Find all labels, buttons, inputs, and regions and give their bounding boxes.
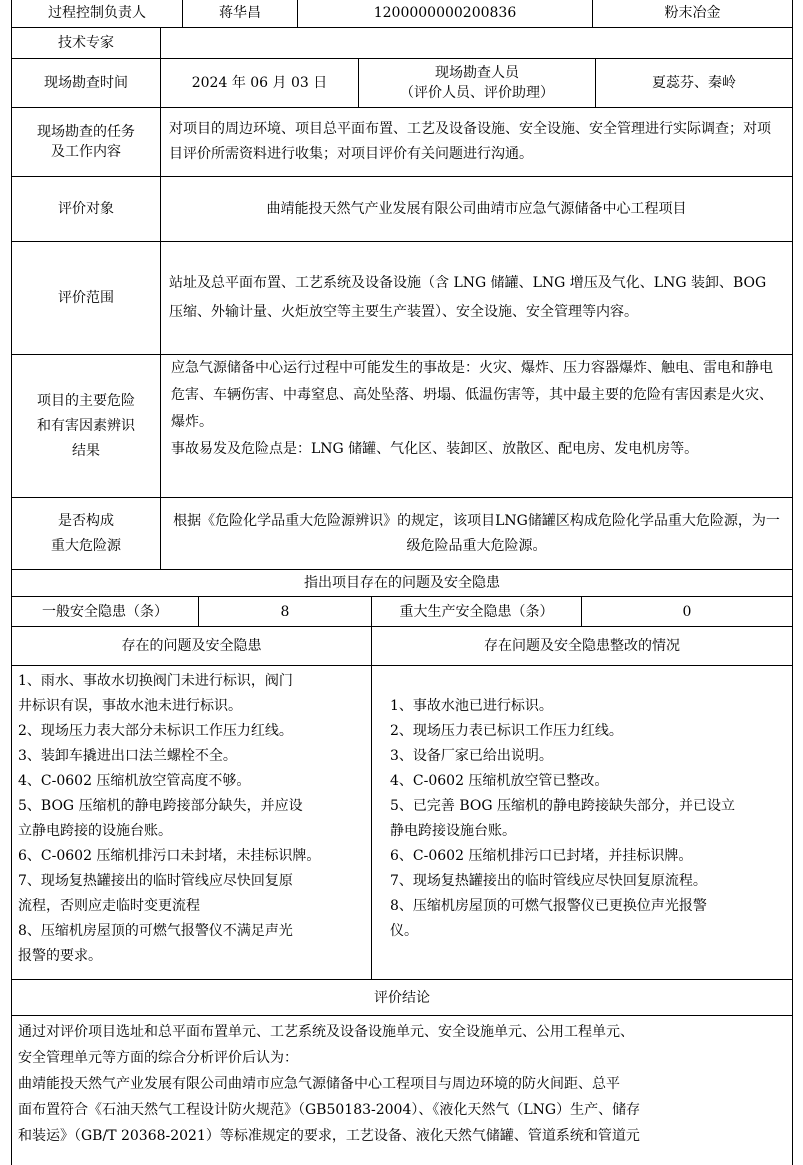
issue-line: 1、雨水、事故水切换阀门未进行标识，阀门 [18, 673, 293, 689]
general-hazard-count-label: 一般安全隐患（条） [42, 603, 168, 620]
conclusion-line: 曲靖能投天然气产业发展有限公司曲靖市应急气源储备中心工程项目与周边环境的防火间距、总平 [18, 1076, 620, 1092]
conclusion-title: 评价结论 [374, 989, 430, 1006]
hazard-label-line2: 和有害因素辨识 [37, 417, 135, 434]
major-hazard-row [11, 497, 793, 570]
hazard-accidents-text: 应急气源储备中心运行过程中可能发生的事故是：火灾、爆炸、压力容器爆炸、触电、雷电和静电危害、车辆伤害、中毒窒息、高处坠落、坍塌、低温伤害等，其中最主要的危险有害因素是火灾、爆炸。 [171, 360, 773, 430]
header-row [11, 0, 793, 28]
major-hazard-count-label: 重大生产安全隐患（条） [371, 597, 581, 626]
evaluation-object-content: 曲靖能投天然气产业发展有限公司曲靖市应急气源储备中心工程项目 [160, 177, 792, 241]
issue-line: 5、BOG 压缩机的静电跨接部分缺失，并应设 [18, 798, 303, 814]
issues-title-row [11, 569, 793, 597]
major-hazard-label-line1: 是否构成 [58, 512, 114, 529]
rectification-line: 静电跨接设施台账。 [390, 823, 516, 839]
issue-line: 3、装卸车撬进出口法兰螺栓不全。 [18, 748, 237, 764]
issue-line: 流程，否则应走临时变更流程 [18, 898, 200, 914]
technical-expert-label: 技术专家 [58, 35, 114, 51]
technical-expert-value [160, 28, 792, 58]
hazard-label-line1: 项目的主要危险 [37, 392, 135, 409]
evaluation-scope-content: 站址及总平面布置、工艺系统及设备设施（含 LNG 储罐、LNG 增压及气化、LNG 装卸、BOG 压缩、外输计量、火炬放空等主要生产装置）、安全设施、安全管理等内容。 [160, 242, 792, 354]
issues-header-row [11, 626, 793, 666]
issue-line: 4、C-0602 压缩机放空管高度不够。 [18, 773, 251, 789]
rectification-line: 仪。 [390, 923, 418, 939]
hazard-label-line3: 结果 [72, 442, 100, 459]
task-row [11, 107, 793, 177]
evaluation-record-table [11, 0, 793, 1157]
conclusion-line: 面布置符合《石油天然气工程设计防火规范》（GB50183-2004）、《液化天然气（LNG）生产、储存 [18, 1102, 641, 1118]
issues-header-left: 存在的问题及安全隐患 [121, 638, 262, 654]
general-hazard-count-value: 8 [198, 597, 371, 626]
evaluation-scope-label: 评价范围 [58, 290, 114, 306]
issues-title: 指出项目存在的问题及安全隐患 [304, 575, 500, 591]
expert-row [11, 27, 793, 59]
survey-personnel-label-line2: （评价人员、评价助理） [400, 85, 554, 101]
rectification-list [371, 666, 792, 979]
survey-row [11, 58, 793, 108]
object-row [11, 176, 793, 242]
survey-personnel-value: 夏蕊芬、秦岭 [595, 59, 792, 107]
major-hazard-label-line2: 重大危险源 [51, 537, 121, 554]
task-label-line1: 现场勘查的任务 [37, 124, 135, 140]
major-hazard-count-value: 0 [581, 597, 792, 626]
rectification-line: 2、现场压力表已标识工作压力红线。 [390, 723, 623, 739]
issue-line: 2、现场压力表大部分未标识工作压力红线。 [18, 723, 293, 739]
rectification-line: 1、事故水池已进行标识。 [390, 698, 553, 714]
issue-line: 7、现场复热罐接出的临时管线应尽快回复原 [18, 873, 293, 889]
conclusion-title-row [11, 979, 793, 1016]
task-label-line2: 及工作内容 [51, 144, 121, 160]
hazard-row [11, 354, 793, 498]
issue-line: 8、压缩机房屋顶的可燃气报警仪不满足声光 [18, 923, 293, 939]
major-hazard-label [12, 498, 160, 569]
hazard-label [12, 355, 160, 497]
issues-list [12, 666, 371, 979]
rectification-line: 3、设备厂家已给出说明。 [390, 748, 553, 764]
conclusion-line: 通过对评价项目选址和总平面布置单元、工艺系统及设备设施单元、安全设施单元、公用工程单元、 [18, 1024, 634, 1040]
hazard-content [160, 355, 792, 497]
issues-header-right: 存在问题及安全隐患整改的情况 [371, 627, 792, 665]
evaluation-object-label: 评价对象 [58, 201, 114, 217]
conclusion-body-row [11, 1015, 793, 1165]
rectification-line: 8、压缩机房屋顶的可燃气报警仪已更换位声光报警 [390, 898, 707, 914]
hazard-counts-row [11, 596, 793, 627]
hazard-danger-points-text: 事故易发及危险点是：LNG 储罐、气化区、装卸区、放散区、配电房、发电机房等。 [171, 441, 699, 457]
survey-time-value: 2024 年 06 月 03 日 [160, 59, 358, 107]
issues-lists-row [11, 665, 793, 980]
rectification-line: 4、C-0602 压缩机放空管已整改。 [390, 773, 609, 789]
conclusion-line: 安全管理单元等方面的综合分析评价后认为： [18, 1050, 298, 1066]
process-control-label: 过程控制负责人 [48, 5, 146, 21]
rectification-line: 5、已完善 BOG 压缩机的静电跨接缺失部分，并已设立 [390, 798, 736, 814]
rectification-line: 7、现场复热罐接出的临时管线应尽快回复原流程。 [390, 873, 707, 889]
task-label [12, 108, 160, 176]
issue-line: 立静电跨接的设施台账。 [18, 823, 172, 839]
specialty-field: 粉末冶金 [592, 0, 792, 27]
survey-time-label: 现场勘查时间 [44, 75, 128, 91]
scope-row [11, 241, 793, 355]
survey-personnel-label [358, 59, 595, 107]
process-control-person: 蒋华昌 [182, 0, 297, 27]
conclusion-body [12, 1016, 792, 1165]
issue-line: 报警的要求。 [18, 948, 102, 964]
registration-number: 1200000000200836 [297, 0, 592, 27]
conclusion-line: 和装运》（GB/T 20368-2021）等标准规定的要求，工艺设备、液化天然气储罐、管道系统和管道元 [18, 1128, 640, 1144]
major-hazard-content: 根据《危险化学品重大危险源辨识》的规定，该项目LNG储罐区构成危险化学品重大危险源，为一级危险品重大危险源。 [160, 498, 792, 569]
rectification-line: 6、C-0602 压缩机排污口已封堵，并挂标识牌。 [390, 848, 693, 864]
issue-line: 6、C-0602 压缩机排污口未封堵，未挂标识牌。 [18, 848, 321, 864]
task-content: 对项目的周边环境、项目总平面布置、工艺及设备设施、安全设施、安全管理进行实际调查；对项目评价所需资料进行收集；对项目评价有关问题进行沟通。 [160, 108, 792, 176]
survey-personnel-label-line1: 现场勘查人员 [435, 65, 519, 81]
issue-line: 井标识有误，事故水池未进行标识。 [18, 698, 242, 714]
